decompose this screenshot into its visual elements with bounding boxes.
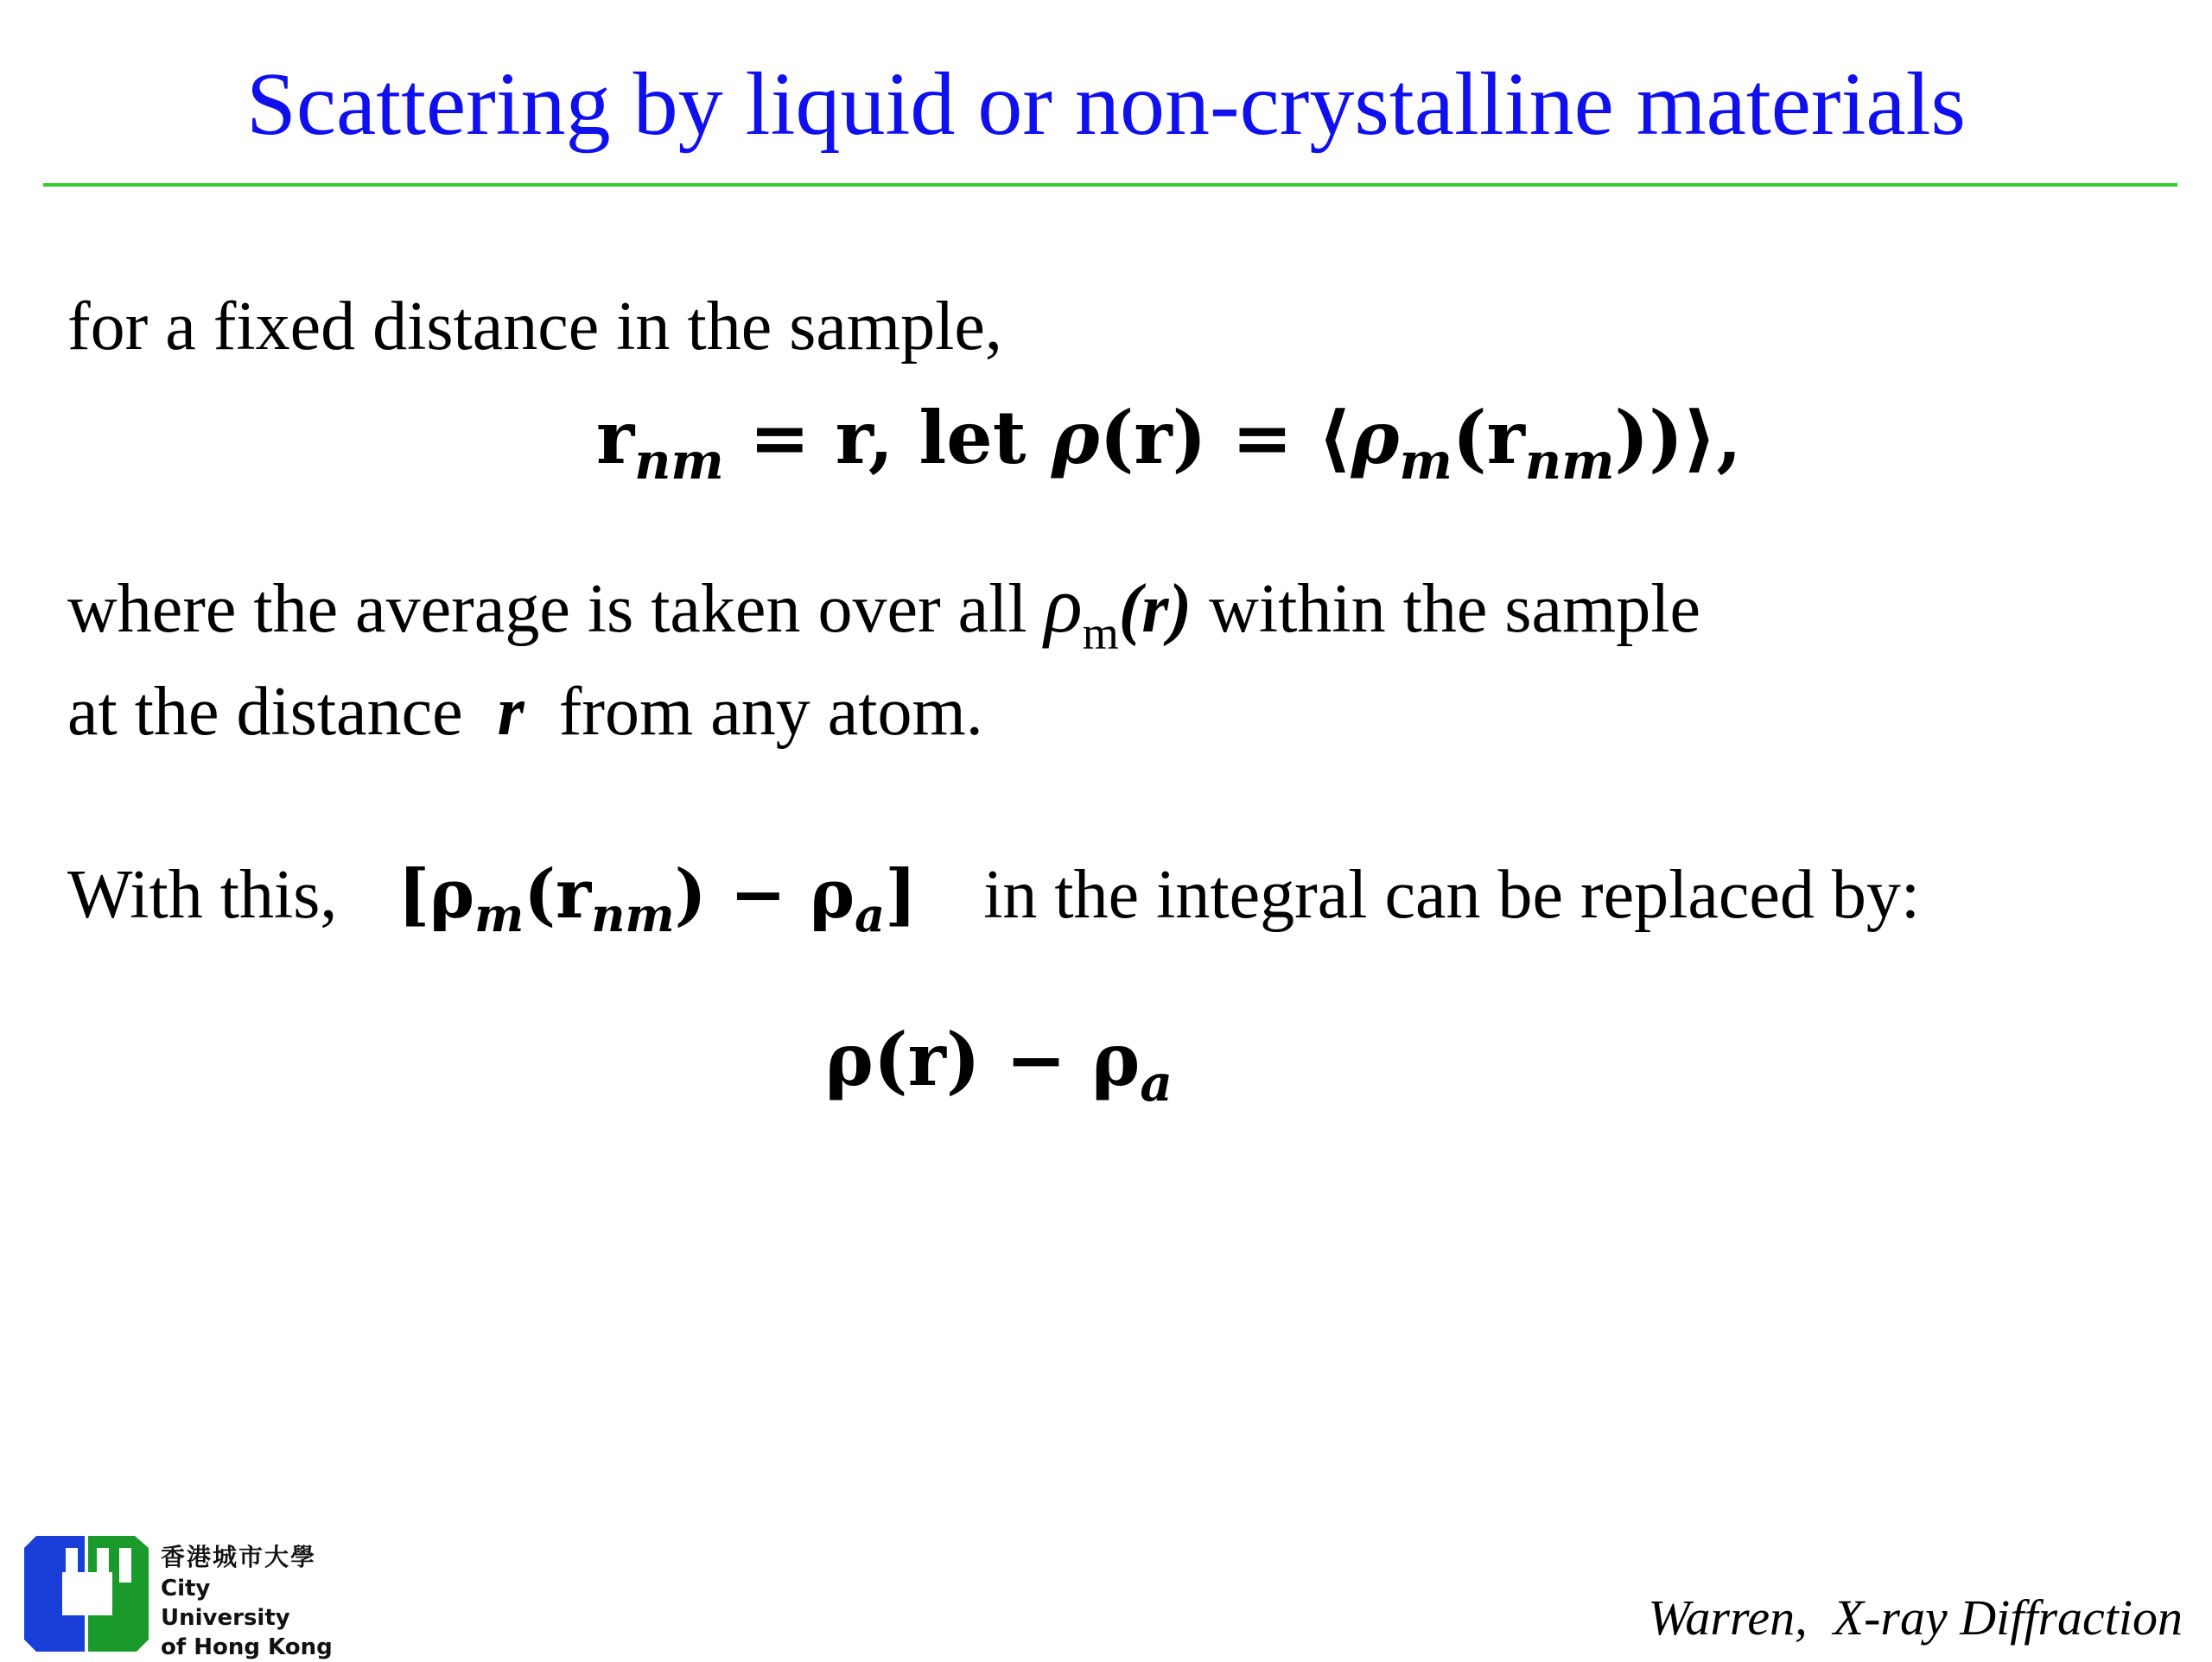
eq1-r-arg: (r) bbox=[1099, 395, 1207, 480]
body-line-1: for a fixed distance in the sample, bbox=[67, 289, 1002, 365]
cityu-logo-mark bbox=[24, 1529, 149, 1653]
line2-rho: ρ bbox=[1044, 561, 1083, 649]
line3-r: r bbox=[497, 674, 524, 750]
line4-sub-m: m bbox=[474, 887, 524, 942]
eq1-rho: ρ bbox=[1051, 395, 1100, 480]
line4-paren: (r bbox=[524, 855, 592, 934]
line4-text-2: in the integral can be replaced by: bbox=[983, 857, 1921, 933]
slide-title: Scattering by liquid or non-crystalline materials bbox=[246, 54, 1966, 154]
body-line-3 bbox=[67, 670, 983, 753]
line2-sub-m: m bbox=[1082, 607, 1119, 659]
citation-author: Warren, bbox=[1648, 1589, 1808, 1646]
line4-expression bbox=[397, 855, 940, 942]
citation-title: X-ray Diffraction bbox=[1833, 1589, 2183, 1646]
line2-text-1: where the average is taken over all bbox=[67, 571, 1045, 647]
eq1-rho-m: ρ bbox=[1351, 395, 1400, 480]
line2-rho-m bbox=[1044, 561, 1119, 659]
line4-close-minus: ) − ρ bbox=[674, 855, 855, 934]
line4-sub-a: a bbox=[855, 887, 886, 942]
line3-text-2: from any atom. bbox=[541, 674, 983, 750]
line2-r-arg: (r) bbox=[1118, 571, 1192, 647]
logo-english-name-2: of Hong Kong bbox=[161, 1634, 333, 1660]
line4-sub-nm: nm bbox=[591, 887, 675, 942]
eq1-equals-2: = bbox=[1231, 395, 1294, 480]
logo-chinese-name: 香港城市大學 bbox=[161, 1543, 317, 1571]
cityu-logo bbox=[24, 1529, 335, 1659]
line3-text-1: at the distance bbox=[67, 674, 480, 750]
logo-english-name-1: City University bbox=[161, 1576, 290, 1631]
citation bbox=[1648, 1588, 2183, 1648]
eq1-r-vec: r bbox=[596, 395, 635, 480]
line4-close: ] bbox=[885, 855, 918, 934]
eq1-r: r, bbox=[835, 395, 894, 480]
eq2-rho-r: ρ(r) − ρ bbox=[825, 1017, 1141, 1102]
eq1-close: ))⟩, bbox=[1614, 395, 1742, 480]
equation-2 bbox=[825, 1012, 1173, 1113]
line4-text-1: With this, bbox=[67, 857, 338, 933]
eq1-equals: = bbox=[749, 395, 810, 480]
eq1-sub-nm-2: nm bbox=[1524, 432, 1615, 491]
eq2-sub-a: a bbox=[1140, 1054, 1173, 1113]
eq1-let: let bbox=[918, 395, 1027, 480]
eq1-open-angle: ⟨ bbox=[1318, 395, 1351, 480]
title-divider bbox=[43, 183, 2177, 187]
body-line-4 bbox=[67, 853, 1921, 942]
eq1-sub-nm: nm bbox=[634, 432, 724, 491]
body-line-2 bbox=[67, 561, 1700, 659]
eq1-paren-open: (r bbox=[1452, 395, 1525, 480]
line4-open: [ρ bbox=[397, 855, 475, 934]
eq1-sub-m: m bbox=[1399, 432, 1452, 491]
cityu-logo-text bbox=[161, 1541, 335, 1662]
equation-1 bbox=[596, 390, 1742, 491]
line2-text-2: within the sample bbox=[1192, 571, 1700, 647]
